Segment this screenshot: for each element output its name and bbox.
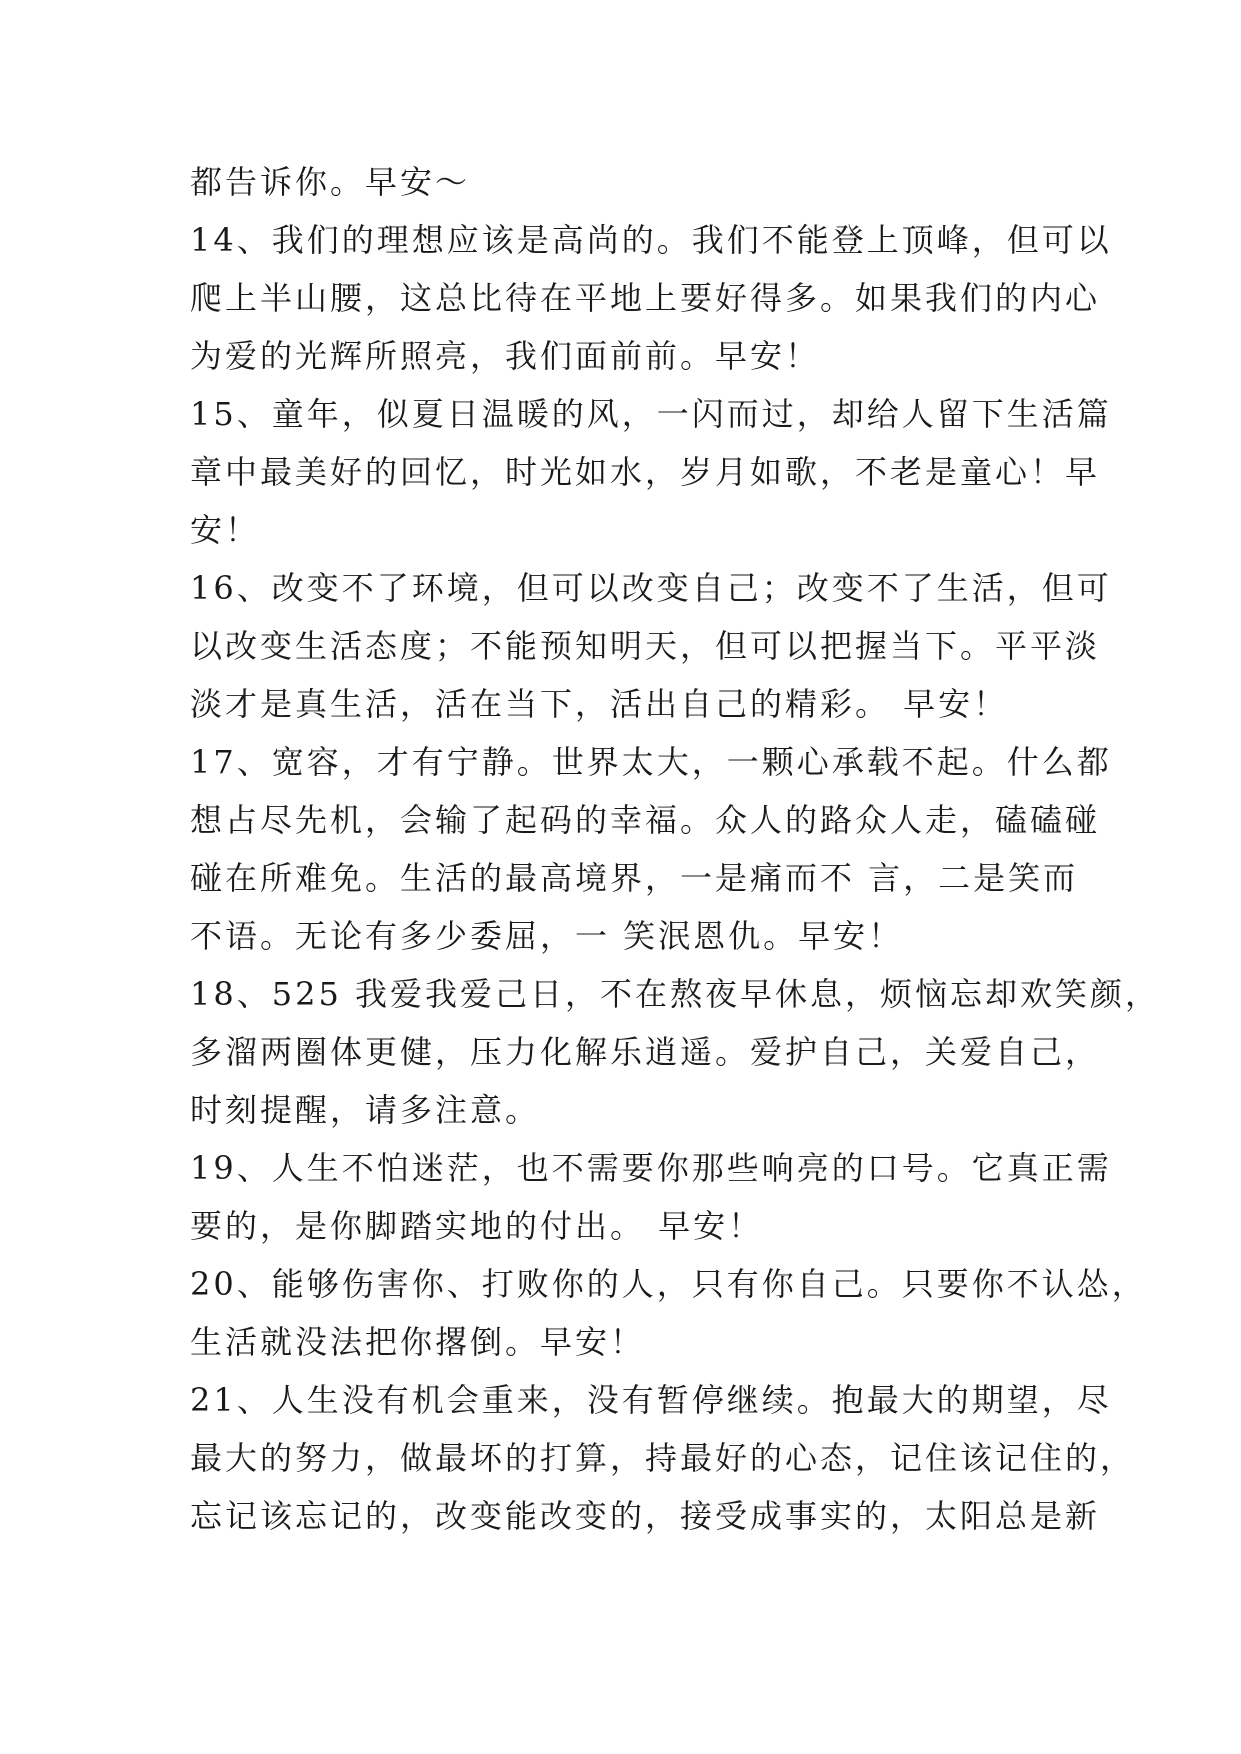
text-line: 爬上半山腰，这总比待在平地上要好得多。如果我们的内心 <box>190 279 1101 317</box>
text-line: 不语。无论有多少委屈，一 笑泯恩仇。早安！ <box>190 917 904 955</box>
text-line: 都告诉你。早安～ <box>190 163 471 201</box>
text-line: 忘记该忘记的，改变能改变的，接受成事实的，太阳总是新 <box>190 1497 1101 1535</box>
text-line: 多溜两圈体更健，压力化解乐逍遥。爱护自己，关爱自己， <box>190 1033 1101 1071</box>
text-line: 想占尽先机，会输了起码的幸福。众人的路众人走，磕磕碰 <box>190 801 1101 839</box>
text-line: 碰在所难免。生活的最高境界，一是痛而不 言，二是笑而 <box>190 859 1079 897</box>
text-line: 19、人生不怕迷茫，也不需要你那些响亮的口号。它真正需 <box>190 1149 1112 1187</box>
text-line: 淡才是真生活，活在当下，活出自己的精彩。 早安！ <box>190 685 1009 723</box>
text-line: 14、我们的理想应该是高尚的。我们不能登上顶峰，但可以 <box>190 221 1112 259</box>
text-line: 要的，是你脚踏实地的付出。 早安！ <box>190 1207 764 1245</box>
text-line: 安！ <box>190 511 261 549</box>
document-body <box>190 153 1160 1545</box>
text-line: 15、童年，似夏日温暖的风，一闪而过，却给人留下生活篇 <box>190 395 1112 433</box>
text-line: 16、改变不了环境，但可以改变自己；改变不了生活，但可 <box>190 569 1112 607</box>
text-line: 生活就没法把你撂倒。早安！ <box>190 1323 646 1361</box>
text-line: 时刻提醒，请多注意。 <box>190 1091 541 1129</box>
text-line: 章中最美好的回忆，时光如水，岁月如歌，不老是童心！早 <box>190 453 1101 491</box>
text-line: 20、能够伤害你、打败你的人，只有你自己。只要你不认怂， <box>190 1265 1147 1303</box>
text-line: 21、人生没有机会重来，没有暂停继续。抱最大的期望，尽 <box>190 1381 1112 1419</box>
text-line: 最大的努力，做最坏的打算，持最好的心态，记住该记住的， <box>190 1439 1136 1477</box>
text-line: 以改变生活态度；不能预知明天，但可以把握当下。平平淡 <box>190 627 1101 665</box>
text-line: 为爱的光辉所照亮，我们面前前。早安！ <box>190 337 821 375</box>
text-line: 17、宽容，才有宁静。世界太大，一颗心承载不起。什么都 <box>190 743 1112 781</box>
text-line: 18、525 我爱我爱己日，不在熬夜早休息，烦恼忘却欢笑颜， <box>190 975 1160 1013</box>
